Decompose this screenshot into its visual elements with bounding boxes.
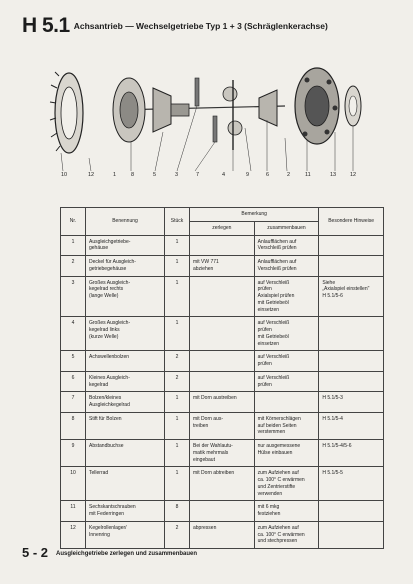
page-footer [22, 544, 197, 562]
row-zerlegen: mit Dorn austreiben [190, 392, 255, 413]
row-zerlegen: abpressen [190, 521, 255, 548]
row-nr: 10 [61, 467, 86, 501]
table-row [61, 392, 384, 413]
part-number-row [0, 172, 413, 184]
row-hinweise [319, 501, 384, 522]
header-stueck: Stück [165, 208, 190, 236]
part-label: 5 [153, 172, 157, 178]
part-label: 13 [330, 172, 337, 178]
row-zusammenbauen: zum Aufziehen auf ca. 100° C erwärmen und stechpressen [254, 521, 319, 548]
row-benennung: Tellerrad [86, 467, 165, 501]
row-nr: 8 [61, 412, 86, 439]
header-bemerkung: Bemerkung [190, 208, 319, 222]
part-label: 4 [222, 172, 226, 178]
part-label: 12 [350, 172, 357, 178]
part-label: 9 [246, 172, 250, 178]
row-zusammenbauen: Anlaufflächen auf Verschleiß prüfen [254, 235, 319, 256]
row-nr: 7 [61, 392, 86, 413]
row-benennung: Kegelrollenlager/ Innenring [86, 521, 165, 548]
row-hinweise [319, 521, 384, 548]
row-zerlegen: mit VW 771 abziehen [190, 256, 255, 277]
row-hinweise [319, 371, 384, 392]
row-benennung: Abstandbuchse [86, 440, 165, 467]
table-row [61, 235, 384, 256]
row-zerlegen: mit Dorn abtreiben [190, 467, 255, 501]
row-zusammenbauen: mit 6 mkg festziehen [254, 501, 319, 522]
table-row [61, 412, 384, 439]
row-hinweise: H 5.1/5-3 [319, 392, 384, 413]
row-stueck: 1 [165, 276, 190, 317]
row-zerlegen [190, 317, 255, 351]
row-nr: 3 [61, 276, 86, 317]
table-row [61, 440, 384, 467]
part-label: 12 [88, 172, 95, 178]
row-stueck: 2 [165, 351, 190, 372]
row-stueck: 1 [165, 440, 190, 467]
row-benennung: Deckel für Ausgleich- getriebegehäuse [86, 256, 165, 277]
row-stueck: 1 [165, 256, 190, 277]
table-row [61, 371, 384, 392]
row-stueck: 1 [165, 392, 190, 413]
row-benennung: Sechskantschrauben mit Federringen [86, 501, 165, 522]
row-stueck: 1 [165, 317, 190, 351]
row-stueck: 1 [165, 235, 190, 256]
row-zusammenbauen: mit Körnerschlägen auf beiden Seiten verstemmen [254, 412, 319, 439]
row-zusammenbauen: zum Aufziehen auf ca. 100° C erwärmen und Zentrierstifte verwenden [254, 467, 319, 501]
row-hinweise [319, 317, 384, 351]
row-nr: 2 [61, 256, 86, 277]
header-nr: Nr. [61, 208, 86, 236]
part-label: 6 [266, 172, 270, 178]
row-zusammenbauen: auf Verschleiß prüfen Axialspiel prüfen mit Getriebeöl einsetzen [254, 276, 319, 317]
row-benennung: Ausgleichgetriebe- gehäuse [86, 235, 165, 256]
part-label: 11 [305, 172, 311, 178]
row-nr: 9 [61, 440, 86, 467]
row-stueck: 2 [165, 371, 190, 392]
part-label: 1 [113, 172, 117, 178]
exploded-diagram [45, 58, 375, 180]
section-number: H 5.1 [22, 14, 70, 37]
footer-title: Ausgleichgetriebe zerlegen und zusammenbauen [56, 551, 198, 557]
row-stueck: 8 [165, 501, 190, 522]
row-nr: 11 [61, 501, 86, 522]
row-zerlegen [190, 235, 255, 256]
table-row [61, 351, 384, 372]
header-hinweise: Besondere Hinweise [319, 208, 384, 236]
row-nr: 12 [61, 521, 86, 548]
header-zusammenbauen: zusammenbauen [254, 221, 319, 235]
part-label: 7 [196, 172, 200, 178]
row-nr: 1 [61, 235, 86, 256]
row-zerlegen: mit Dorn aus- treiben [190, 412, 255, 439]
row-zerlegen [190, 276, 255, 317]
table-row [61, 317, 384, 351]
row-stueck: 2 [165, 521, 190, 548]
row-hinweise: H 5.1/5-4 [319, 412, 384, 439]
row-stueck: 1 [165, 412, 190, 439]
row-zusammenbauen: auf Verschleiß prüfen [254, 371, 319, 392]
row-hinweise [319, 256, 384, 277]
row-benennung: Kleines Ausgleich- kegelrad [86, 371, 165, 392]
table-row [61, 276, 384, 317]
row-benennung: Großes Ausgleich- kegelrad links (kurze Welle) [86, 317, 165, 351]
page-number: 5 - 2 [22, 545, 49, 560]
header-benennung: Benennung [86, 208, 165, 236]
row-hinweise: Siehe „Axialspiel einstellen" H 5.1/5-6 [319, 276, 384, 317]
row-hinweise [319, 351, 384, 372]
row-stueck: 1 [165, 467, 190, 501]
row-zerlegen [190, 501, 255, 522]
row-nr: 4 [61, 317, 86, 351]
row-nr: 5 [61, 351, 86, 372]
table-body [61, 235, 384, 549]
table-row [61, 256, 384, 277]
row-zerlegen: Bei der Wahlautu- matik mehrmals eingebaut [190, 440, 255, 467]
row-benennung: Bolzen/kleines Ausgleichkegelrad [86, 392, 165, 413]
row-hinweise: H 5.1/5-5 [319, 467, 384, 501]
row-zusammenbauen: auf Verschleiß prüfen [254, 351, 319, 372]
row-nr: 6 [61, 371, 86, 392]
table-row [61, 501, 384, 522]
row-benennung: Stift für Bolzen [86, 412, 165, 439]
row-benennung: Großes Ausgleich- kegelrad rechts (lange Welle) [86, 276, 165, 317]
row-hinweise [319, 235, 384, 256]
row-benennung: Achswellenbolzen [86, 351, 165, 372]
row-zerlegen [190, 351, 255, 372]
page-title: Achsantrieb — Wechselgetriebe Typ 1 + 3 (Schräglenkerachse) [73, 21, 328, 31]
row-zusammenbauen: auf Verschleiß prüfen mit Getriebeöl einsetzen [254, 317, 319, 351]
parts-table [60, 207, 384, 549]
header-zerlegen: zerlegen [190, 221, 255, 235]
table-row [61, 467, 384, 501]
part-label: 8 [131, 172, 135, 178]
part-label: 2 [287, 172, 291, 178]
row-hinweise: H 5.1/5-4/5-6 [319, 440, 384, 467]
row-zusammenbauen [254, 392, 319, 413]
page-header [22, 14, 328, 44]
row-zusammenbauen: nur ausgemessene Hülse einbauen [254, 440, 319, 467]
part-label: 3 [175, 172, 179, 178]
row-zerlegen [190, 371, 255, 392]
row-zusammenbauen: Anlaufflächen auf Verschleiß prüfen [254, 256, 319, 277]
part-label: 10 [61, 172, 68, 178]
